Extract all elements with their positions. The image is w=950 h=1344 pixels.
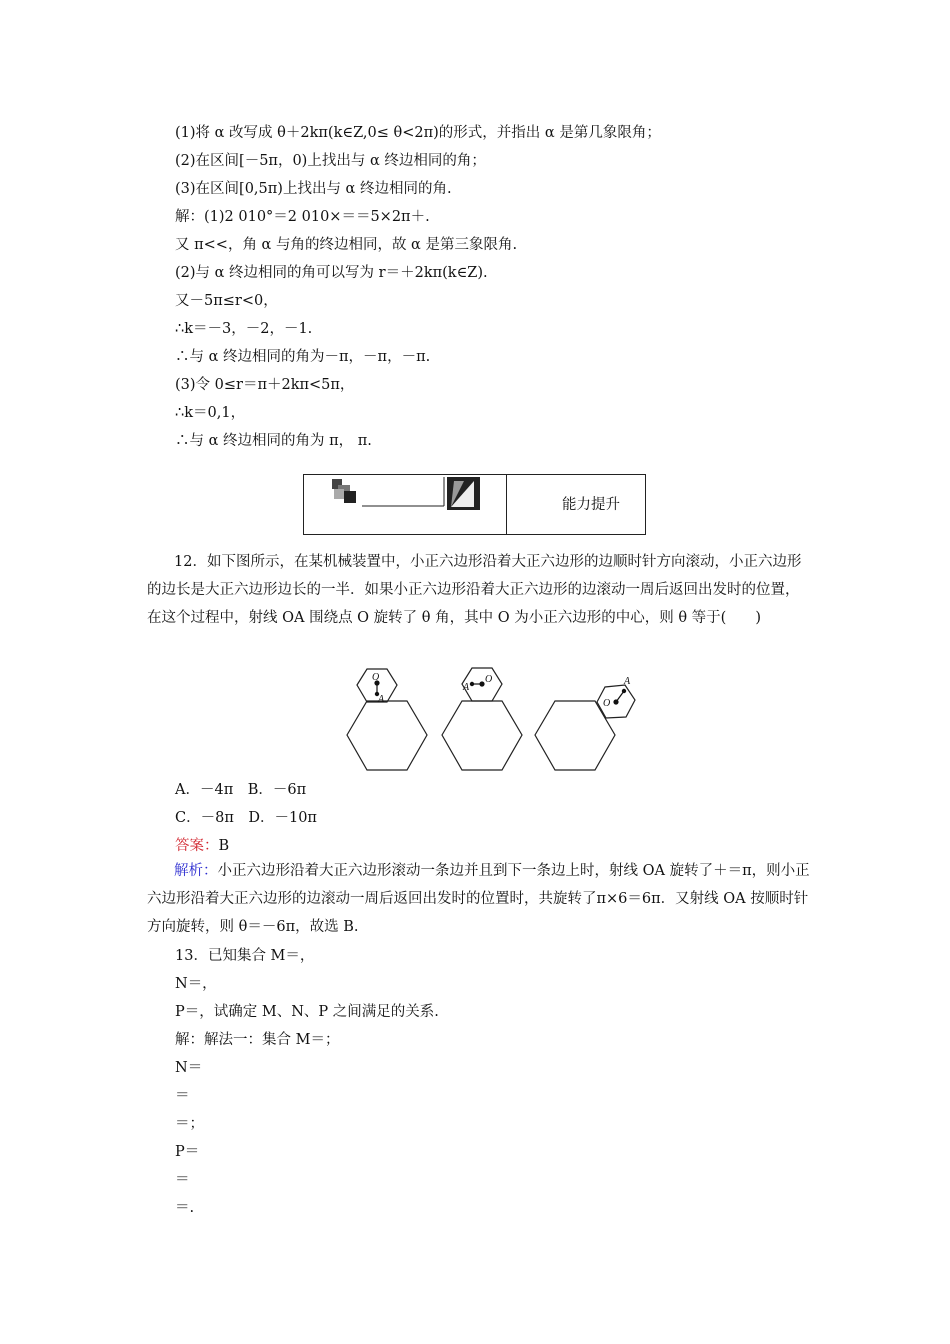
text-line: 解：(1)2 010°＝2 010×＝＝5×2π＋.	[175, 209, 430, 225]
options-line: C．－8π D．－10π	[175, 810, 317, 826]
text-line: 又 π<<，角 α 与角的终边相同，故 α 是第三象限角.	[175, 237, 518, 253]
section-banner	[303, 474, 646, 535]
hexagon-figure	[340, 660, 640, 778]
text-line: ＝	[175, 1088, 190, 1104]
label-o: O	[372, 672, 380, 683]
answer-label: 答案：	[175, 838, 219, 854]
text-line: ＝.	[175, 1200, 195, 1216]
analysis	[147, 857, 812, 941]
answer-value: B	[218, 838, 230, 854]
analysis-text: 小正六边形沿着大正六边形滚动一条边并且到下一条边上时，射线 OA 旋转了＋＝π，则小正六边形沿着大正六边形的边滚动一周后返回出发时的位置时，共旋转了π×6＝6π．又射线 OA 按顺时针方向旋转，则 θ＝－6π，故选 B.	[147, 863, 810, 935]
text-line: N＝，	[175, 976, 217, 992]
label-a: A	[624, 676, 631, 687]
text-line: P＝	[175, 1144, 200, 1160]
banner-divider	[506, 475, 507, 534]
answer-line	[175, 834, 229, 855]
text-line: (2)与 α 终边相同的角可以写为 r＝＋2kπ(k∈Z).	[175, 265, 488, 281]
options-line: A．－4π B．－6π	[175, 782, 307, 798]
text-line: (2)在区间[－5π，0)上找出与 α 终边相同的角；	[175, 153, 486, 169]
text-line: ＝；	[175, 1116, 204, 1132]
text-line: (3)在区间[0,5π)上找出与 α 终边相同的角.	[175, 181, 452, 197]
text-line: ∴与 α 终边相同的角为 π， π.	[175, 433, 372, 449]
text-line: ∴k＝0,1，	[175, 405, 246, 421]
question-12: 12．如下图所示，在某机械装置中，小正六边形沿着大正六边形的边顺时针方向滚动，小正六边形的边长是大正六边形边长的一半．如果小正六边形沿着大正六边形的边滚动一周后返回出发时的位置，在这个过程中，射线 OA 围绕点 O 旋转了 θ 角，其中 O 为小正六边形的中心，则 θ 等于( )	[147, 554, 802, 626]
banner-label: 能力提升	[562, 497, 620, 513]
text-line: P＝，试确定 M、N、P 之间满足的关系.	[175, 1004, 439, 1020]
large-hexagon	[442, 701, 522, 770]
text-line: (3)令 0≤r＝π＋2kπ<5π，	[175, 377, 355, 393]
banner-decoration-icon	[304, 475, 506, 534]
text-line: 13．已知集合 M＝，	[175, 948, 315, 964]
text-line: 解：解法一：集合 M＝；	[175, 1032, 340, 1048]
text-line: (1)将 α 改写成 θ＋2kπ(k∈Z,0≤ θ<2π)的形式，并指出 α 是第几象限角；	[175, 125, 661, 141]
analysis-label: 解析：	[174, 863, 218, 879]
text-line: ∴与 α 终边相同的角为－π，－π，－π.	[175, 349, 431, 365]
label-o: O	[485, 674, 493, 685]
text-line: N＝	[175, 1060, 203, 1076]
label-o: O	[603, 698, 611, 709]
label-a: A	[463, 682, 470, 693]
large-hexagon	[347, 701, 427, 770]
text-line: ＝	[175, 1172, 190, 1188]
text-line: ∴k＝－3，－2，－1.	[175, 321, 313, 337]
text-line: 又－5π≤r<0，	[175, 293, 278, 309]
large-hexagon	[535, 701, 615, 770]
label-a: A	[378, 694, 385, 705]
